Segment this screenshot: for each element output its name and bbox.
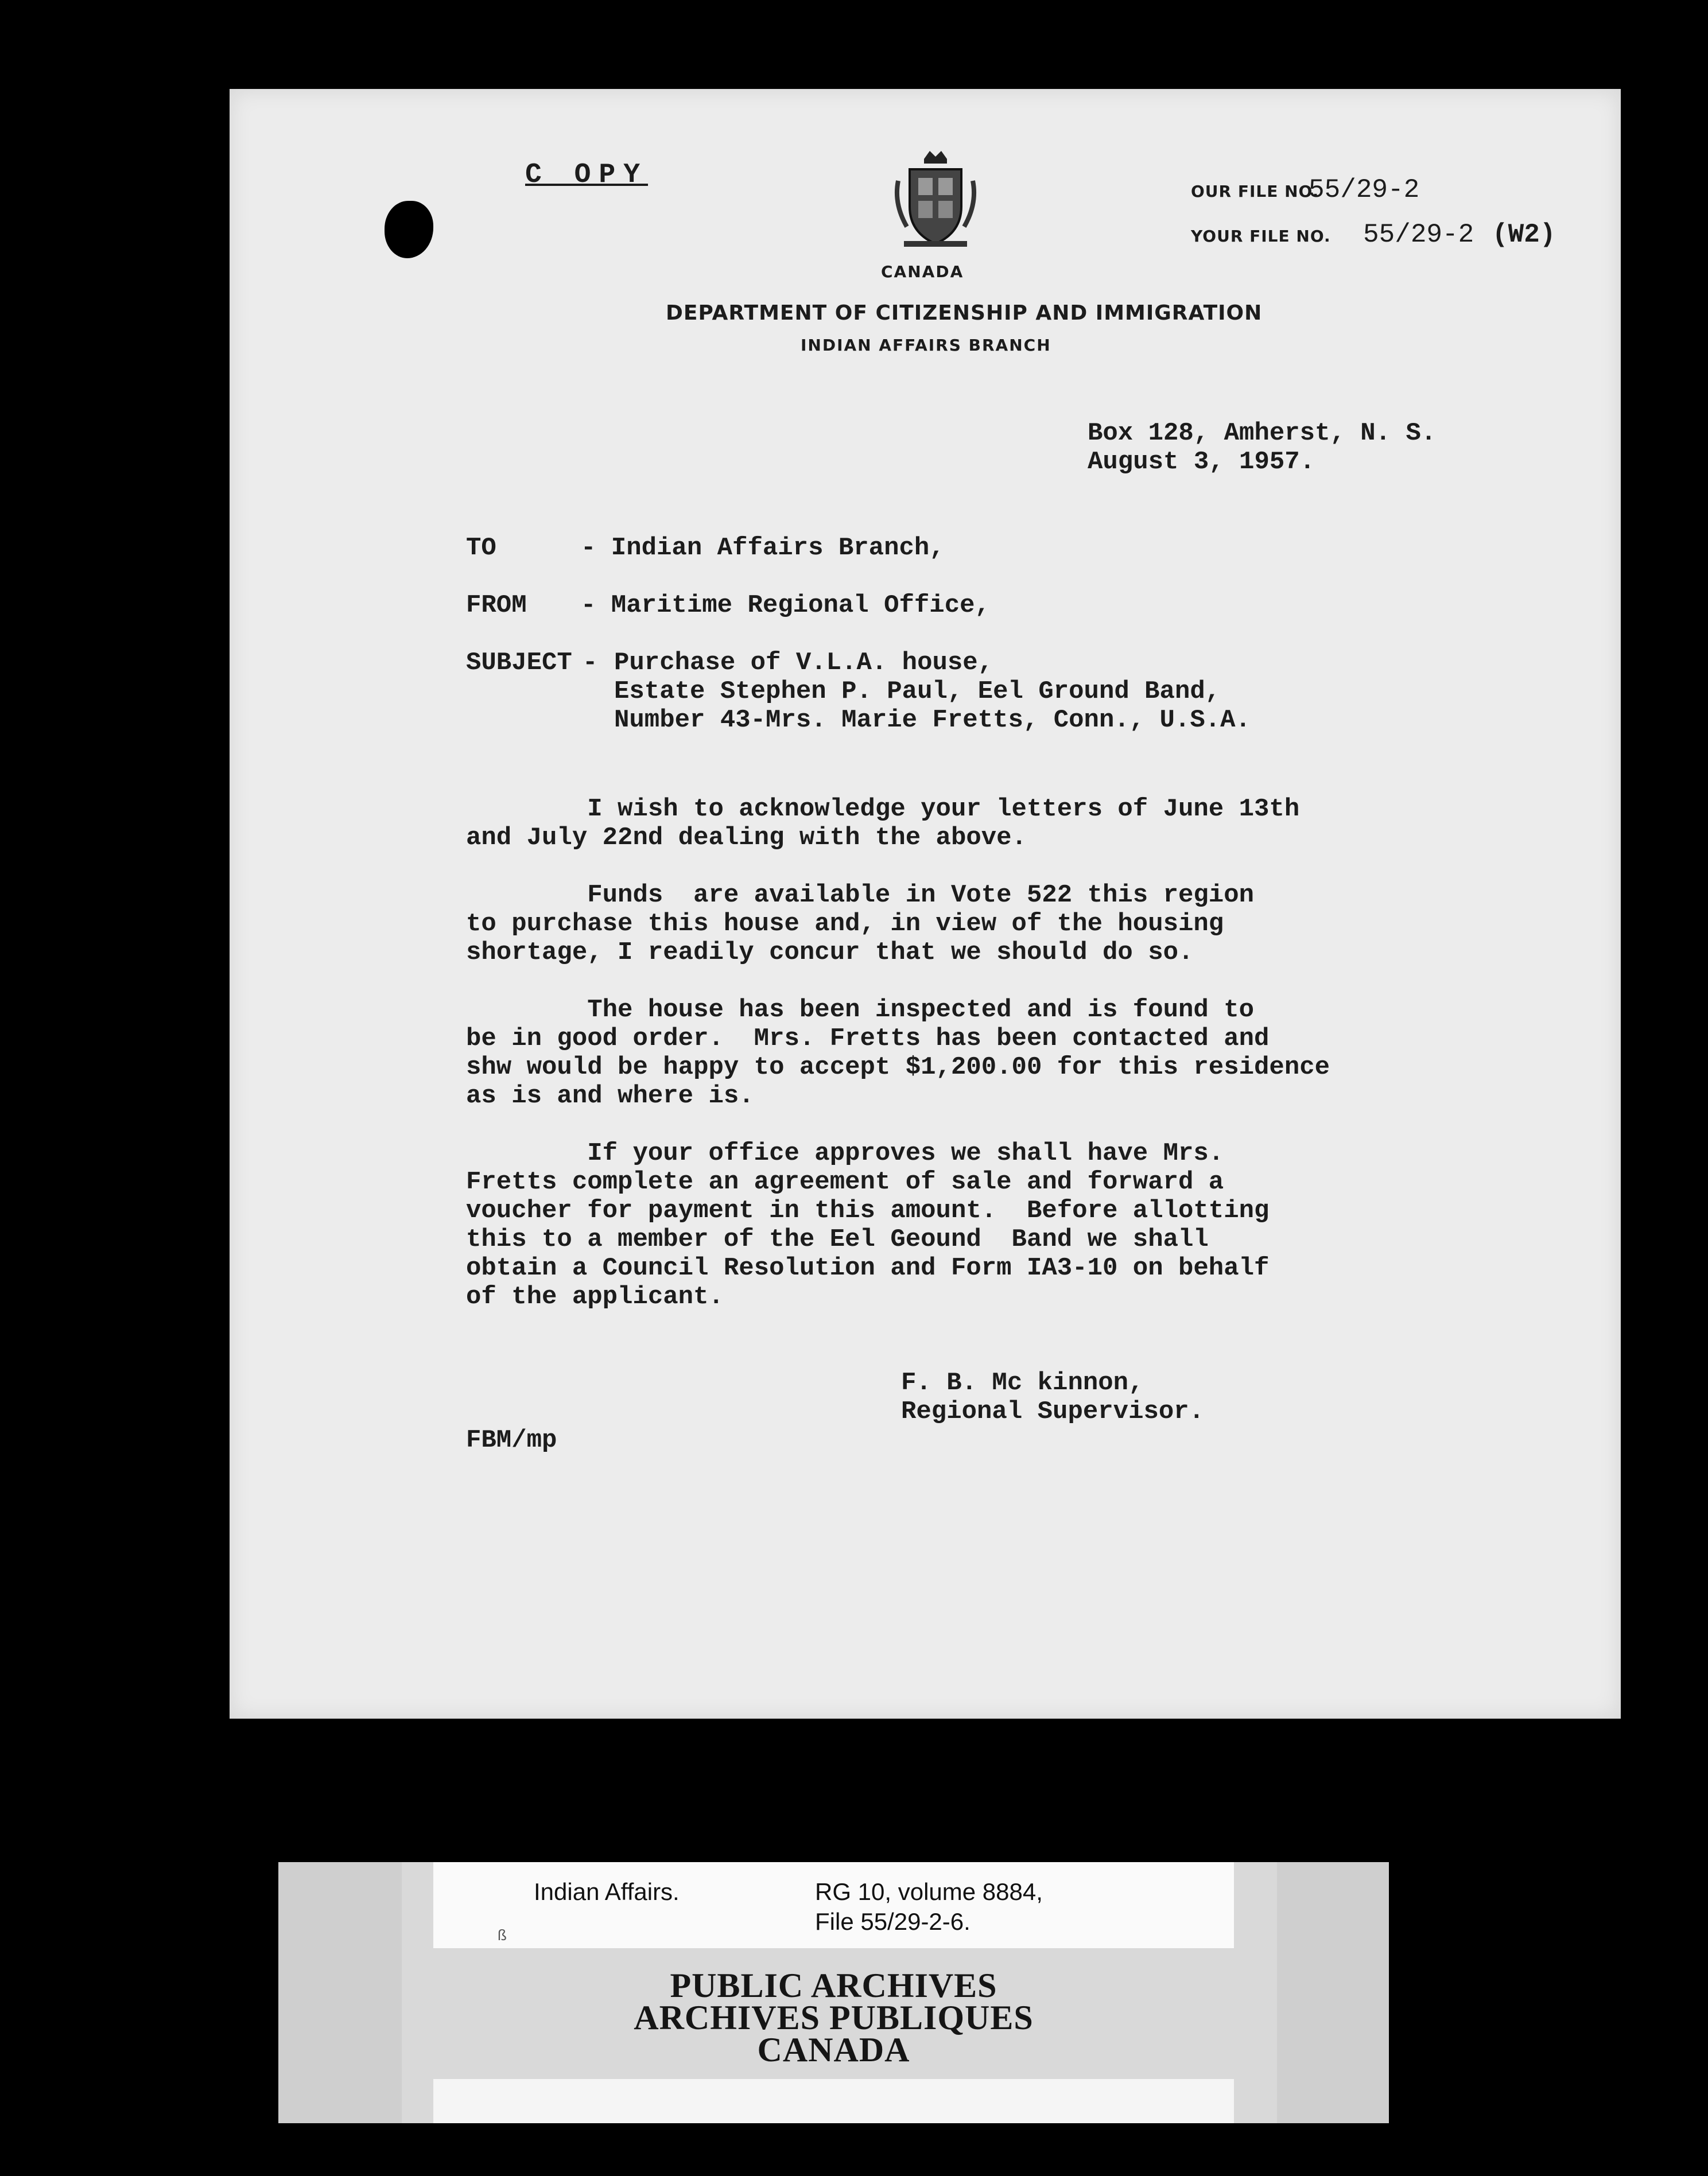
subject-line: Estate Stephen P. Paul, Eel Ground Band, [614,677,1221,706]
body-line: be in good order. Mrs. Fretts has been contacted and [466,1024,1270,1053]
archive-reference: File 55/29-2-6. [815,1908,971,1935]
your-file-label: YOUR FILE NO. [1191,227,1331,246]
sender-address: Box 128, Amherst, N. S. [1088,419,1437,448]
body-line: obtain a Council Resolution and Form IA3-10 on behalf [466,1254,1270,1283]
copy-mark: C OPY [525,160,649,191]
typist-initials: FBM/mp [466,1426,557,1455]
body-line: and July 22nd dealing with the above. [466,823,1027,852]
department-heading: DEPARTMENT OF CITIZENSHIP AND IMMIGRATION [666,301,1263,325]
branch-heading: INDIAN AFFAIRS BRANCH [801,336,1051,355]
body-line: If your office approves we shall have Mrs. [466,1139,1224,1168]
our-file-label: OUR FILE NO. [1191,182,1319,201]
to-label: TO [466,534,496,562]
body-line: voucher for payment in this amount. Before allotting [466,1196,1270,1225]
body-line: Fretts complete an agreement of sale and forward a [466,1168,1224,1196]
your-file-note: (W2) [1492,220,1556,250]
body-line: of the applicant. [466,1283,724,1311]
ink-blot [385,201,433,258]
country-heading: CANADA [881,262,964,281]
body-line: shortage, I readily concur that we should do so. [466,938,1194,967]
from-label: FROM [466,591,527,620]
body-line: Funds are available in Vote 522 this region [466,881,1255,910]
archive-label [278,1862,1389,2123]
archive-stamp-line: ARCHIVES PUBLIQUES [634,1999,1034,2037]
archive-stamp-line: CANADA [757,2031,910,2069]
to-value: - Indian Affairs Branch, [581,534,945,562]
our-file-number: 55/29-2 [1309,175,1420,205]
body-line: this to a member of the Eel Geound Band we shall [466,1225,1209,1254]
signatory-title: Regional Supervisor. [901,1397,1205,1426]
letter-page [230,89,1621,1719]
body-line: The house has been inspected and is found to [466,996,1255,1024]
body-line: to purchase this house and, in view of the housing [466,910,1224,938]
signatory-name: F. B. Mc kinnon, [901,1369,1144,1397]
subject-label: SUBJECT [466,648,572,677]
body-line: as is and where is. [466,1082,754,1110]
your-file-number: 55/29-2 [1363,220,1474,250]
letter-date: August 3, 1957. [1088,448,1315,476]
subject-dash: - [583,648,598,677]
body-line: I wish to acknowledge your letters of June 13th [466,795,1300,823]
subject-line: Number 43-Mrs. Marie Fretts, Conn., U.S.A. [614,706,1251,735]
label-bottom-band [433,2079,1234,2123]
reference-band [433,1862,1234,1948]
from-value: - Maritime Regional Office, [581,591,990,620]
coat-of-arms-icon [892,146,979,250]
body-line: shw would be happy to accept $1,200.00 for this residence [466,1053,1330,1082]
subject-line: Purchase of V.L.A. house, [614,648,993,677]
label-mark: ß [498,1926,507,1944]
archive-series: Indian Affairs. [534,1878,680,1905]
archive-stamp-line: PUBLIC ARCHIVES [670,1967,997,2004]
archive-reference: RG 10, volume 8884, [815,1878,1043,1905]
